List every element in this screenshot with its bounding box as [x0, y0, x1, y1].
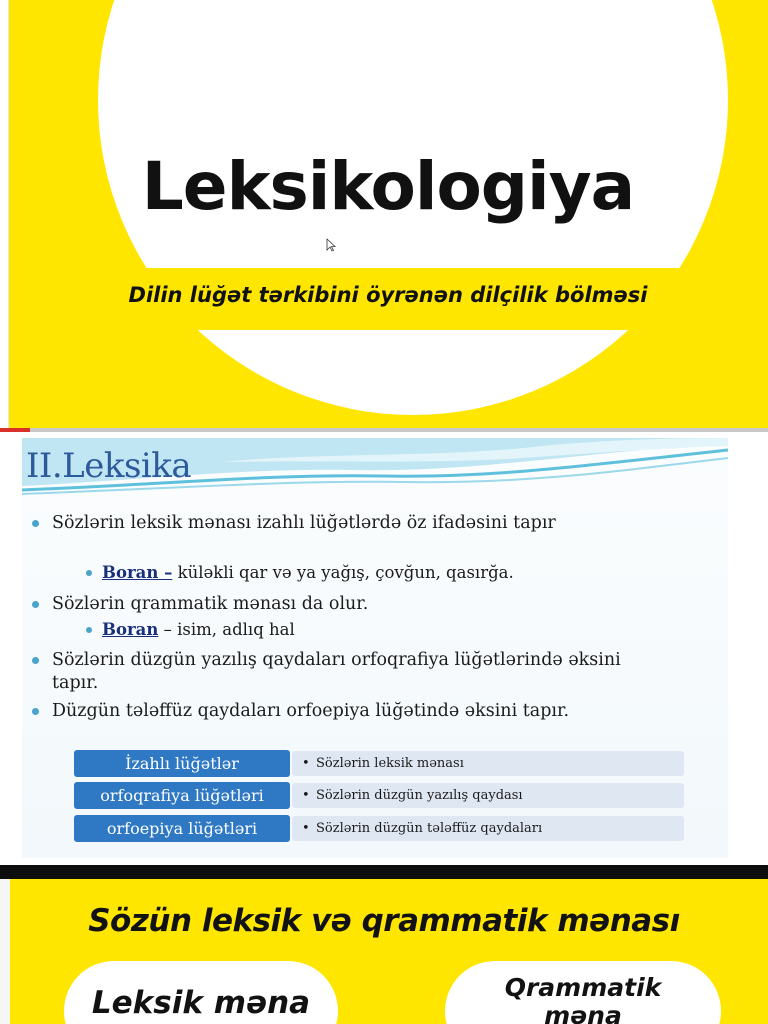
bullet-text: Sözlərin qrammatik mənası da olur. [52, 594, 369, 614]
mouse-cursor-icon [326, 238, 336, 252]
bullet-dot-icon [32, 520, 39, 527]
term-boran: Boran – [102, 563, 173, 582]
pill-label: Leksik məna [91, 985, 311, 1021]
slide-left-edge [0, 879, 10, 1024]
description-text: Sözlərin düzgün yazılış qaydası [316, 788, 523, 803]
description-text: Sözlərin düzgün tələffüz qaydaları [316, 821, 543, 836]
pill-label-line2: məna [544, 1001, 622, 1024]
pill-label-line1: Qrammatik [504, 973, 662, 1002]
slide-heading: II.Leksika [26, 446, 192, 486]
slide-content [22, 438, 728, 858]
dictionary-description: • Sözlərin leksik mənası [292, 751, 684, 776]
bullet-item [52, 700, 672, 723]
slide-leksikologiya [0, 0, 768, 432]
pill-leksik-mena [64, 961, 338, 1024]
bullet-item [52, 649, 672, 695]
slide-left-edge [0, 0, 9, 432]
dictionary-row [74, 815, 684, 842]
slide-title: Sözün leksik və qrammatik mənası [88, 903, 680, 939]
slide-leksika [0, 432, 768, 865]
dictionary-label: orfoqrafiya lüğətləri [74, 782, 290, 809]
bullet-dot-icon [86, 570, 92, 576]
slide-background [8, 0, 768, 428]
bullet-text: Düzgün tələffüz qaydaları orfoepiya lüğətində əksini tapır. [52, 701, 570, 721]
bullet-item [52, 593, 672, 616]
bullet-item [52, 512, 672, 535]
slide-title: Leksikologiya [141, 148, 635, 225]
dictionary-description: • Sözlərin düzgün yazılış qaydası [292, 783, 684, 808]
bullet-dot-icon [32, 708, 39, 715]
sub-bullet-item [102, 619, 682, 641]
bullet-text: Sözlərin düzgün yazılış qaydaları orfoqrafiya lüğətlərində əksini tapır. [52, 650, 621, 693]
description-text: Sözlərin leksik mənası [316, 756, 464, 771]
bullet-dot-icon [86, 627, 92, 633]
sub-bullet-item [102, 562, 682, 584]
bullet-dot-icon [32, 657, 39, 664]
slide-leksik-qrammatik [0, 879, 768, 1024]
term-boran: Boran [102, 620, 159, 639]
dictionary-row [74, 750, 684, 777]
dictionary-description: • Sözlərin düzgün tələffüz qaydaları [292, 816, 684, 841]
slide-subtitle: Dilin lüğət tərkibini öyrənən dilçilik bölməsi [128, 283, 648, 307]
slide-divider [0, 865, 768, 879]
dictionary-label: orfoepiya lüğətləri [74, 815, 290, 842]
dictionary-row [74, 782, 684, 809]
bullet-text: Sözlərin leksik mənası izahlı lüğətlərdə öz ifadəsini tapır [52, 513, 556, 533]
bullet-dot-icon [32, 601, 39, 608]
bullet-text: – isim, adlıq hal [158, 620, 295, 639]
dictionary-label: İzahlı lüğətlər [74, 750, 290, 777]
bullet-text: küləkli qar və ya yağış, çovğun, qasırğa. [172, 563, 514, 582]
pill-qrammatik-mena [445, 961, 721, 1024]
